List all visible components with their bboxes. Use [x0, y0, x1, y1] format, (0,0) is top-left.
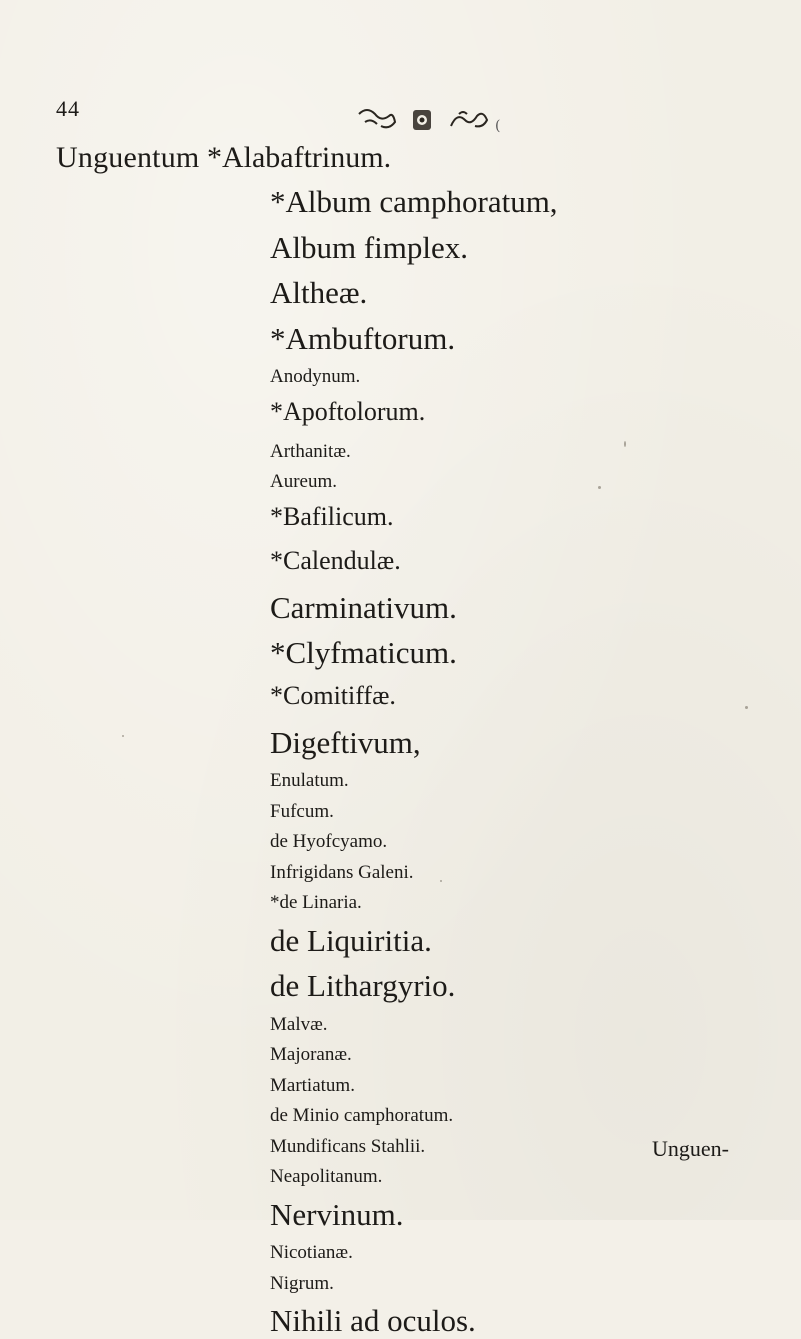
paper-speck — [440, 880, 442, 882]
page-number: 44 — [56, 96, 80, 121]
entry: *Clyfmaticum. — [270, 635, 457, 670]
entry: Altheæ. — [270, 275, 368, 310]
entry: Neapolitanum. — [270, 1166, 383, 1187]
entry: Aureum. — [270, 471, 338, 492]
entry: *Bafilicum. — [270, 501, 394, 531]
entry: Nervinum. — [270, 1196, 404, 1232]
entry: de Minio camphoratum. — [270, 1105, 454, 1126]
entry: Nigrum. — [270, 1272, 334, 1294]
entry: Martiatum. — [270, 1074, 355, 1096]
entry: *Ambuftorum. — [270, 320, 456, 356]
entry: de Lithargyrio. — [270, 968, 456, 1003]
entry: Fufcum. — [270, 800, 334, 822]
entry: Arthanitæ. — [270, 440, 351, 462]
heading-word: Unguentum — [56, 141, 200, 174]
entry: Infrigidans Galeni. — [270, 861, 414, 883]
entry: *Calendulæ. — [270, 545, 401, 575]
paper-speck — [122, 735, 124, 737]
catchword: Unguen- — [652, 1136, 729, 1161]
entry: Album fimplex. — [270, 229, 469, 265]
paper-speck — [598, 486, 601, 489]
entry: Majoranæ. — [270, 1044, 352, 1065]
entry: Nicotianæ. — [270, 1242, 353, 1263]
entry: Digeftivum, — [270, 724, 421, 760]
printers-ornament — [355, 104, 505, 138]
entry: *de Linaria. — [270, 892, 362, 913]
entry: Anodynum. — [270, 366, 361, 387]
entry: de Hyofcyamo. — [270, 831, 388, 852]
entry: Carminativum. — [270, 589, 457, 625]
entry: *Alabaftrinum. — [206, 141, 392, 174]
entry: *Album camphoratum, — [270, 184, 558, 219]
entry: Enulatum. — [270, 770, 349, 791]
paper-speck — [624, 441, 626, 447]
entry: de Liquiritia. — [270, 922, 432, 958]
paper-speck — [745, 706, 748, 709]
entry-heading-row — [56, 141, 391, 175]
svg-text:(: ( — [495, 118, 501, 134]
entry: *Apoftolorum. — [270, 396, 426, 426]
entry: Nihili ad oculos. — [270, 1303, 476, 1338]
entry: *Comitiffæ. — [270, 680, 396, 710]
entry: Mundificans Stahlii. — [270, 1135, 426, 1157]
entry: Malvæ. — [270, 1013, 328, 1035]
